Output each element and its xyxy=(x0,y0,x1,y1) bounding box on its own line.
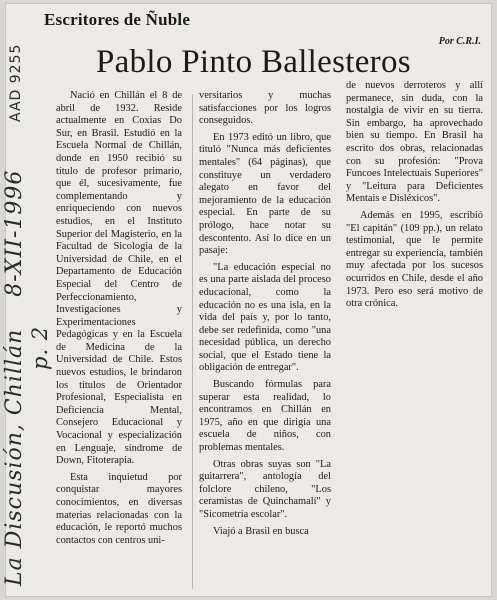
article-headline: Pablo Pinto Ballesteros xyxy=(96,44,411,80)
quote-paragraph: "La educación especial no es una parte aislada del proceso educacional, como la educación no es una isla, en la vida del país y, por lo tanto, debe ser redefinida, como "una necesidad pública, un derecho social, que el Estado tiene la obligación de entregar". xyxy=(199,261,331,374)
paragraph: de nuevos derroteros y allí permanece, sin duda, con la nostalgia de vivir en su tierra. Sin embargo, ha aprovechado bien su tiempo. En Brasil ha escrito dos obras, relacionadas con su profesión: "Prova Funcoes Intelectuais Superiores" y "Leitura para Deficientes Mentais e Disléxicos". xyxy=(346,80,483,205)
handwritten-source: La Discusión, Chillán xyxy=(2,328,27,586)
paragraph: versitarios y muchas satisfacciones por los logros conseguidos. xyxy=(199,90,331,127)
paragraph: Además en 1995, escribió "El capitán" (109 pp.), un relato testimonial, que le permite entregar su experiencia, también muy afectada por los sucesos ocurridos en Chile, desde el año 1973. Pero eso será motivo de otra crónica. xyxy=(346,209,483,310)
paragraph: Esta inquietud por conquistar mayores conocimientos, en diversas materias relacionadas con la educación, le reportó muchos contactos con centros uni- xyxy=(56,471,182,546)
section-title: Escritores de Ñuble xyxy=(44,10,191,29)
byline: Por C.R.I. xyxy=(438,36,481,47)
article-column-3 xyxy=(346,80,483,390)
article-column-1 xyxy=(56,90,182,595)
paragraph: Nació en Chillán el 8 de abril de 1932. Reside actualmente en Coxias Do Sur, en Brasil. Estudió en la Escuela Normal de Chillán, donde en 1950 recibió su título de profesor primario, que él, sucesivamente, fue complementando y enriqueciendo con nuevos estudios, en el Instituto Superior del Magisterio, en la Facultad de Sicología de la Universidad de Chile, en el Departamento de Educación Especial del Centro de Perfeccionamiento, Investigaciones y Experimentaciones Pedagógicas y en la Escuela de Medicina de la Universidad de Chile. Estos nuevos estudios, le brindaron los títulos de Orientador Profesional, Especialista en Deficiencia Mental, Consejero Educacional y Vocacional y especialización en Lenguaje, síndrome de Down, Fitoterapia. xyxy=(56,90,182,467)
column-divider xyxy=(192,94,193,589)
handwritten-source-note xyxy=(2,170,27,586)
paragraph: Buscando fórmulas para superar esta realidad, lo encontramos en Chillán en 1975, año en que dirigía una escuela de niños, con problemas mentales. xyxy=(199,379,331,454)
newspaper-clipping xyxy=(6,4,491,596)
paragraph: En 1973 editó un libro, que tituló "Nunca más deficientes mentales" (64 páginas), que constituye un verdadero alegato en favor del mejoramiento de la educación especial. En parte de su prólogo, hace notar su descontento. Así lo dice en un pasaje: xyxy=(199,131,331,257)
paragraph: Viajó a Brasil en busca xyxy=(213,525,309,537)
handwritten-page-note: p. 2 xyxy=(28,325,52,370)
handwritten-catalog-number: AAD 9255 xyxy=(8,43,24,122)
handwritten-date: 8-XII-1996 xyxy=(2,169,27,297)
article-column-2 xyxy=(199,90,331,595)
paragraph: Otras obras suyas son "La guitarrera", antología del folclore chileno, "Los ceramistas de Quinchamalí" y "Sicometría escolar". xyxy=(199,458,331,520)
